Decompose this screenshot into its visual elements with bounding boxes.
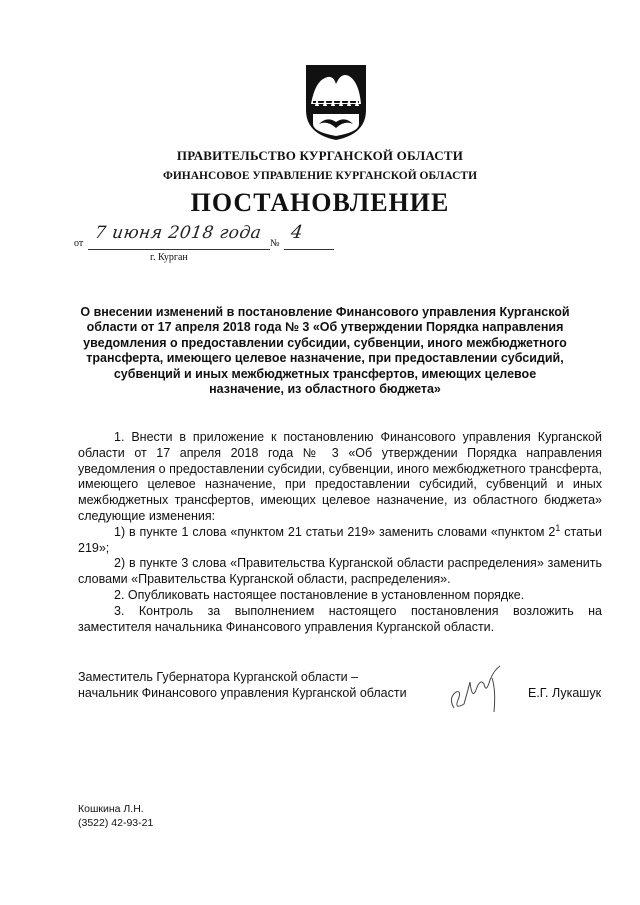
number-handwritten: 4 <box>289 222 304 243</box>
date-prefix: от <box>74 238 84 249</box>
paragraph-2 <box>78 522 602 557</box>
city: г. Курган <box>150 252 188 263</box>
paragraph-1: 1. Внести в приложение к постановлению Финансового управления Курганской области от 17 апреля 2018 года № 3 «Об утверждении Порядка направления уведомления о предоставлении субсидии, субвенции, иного межбюджетного трансферта, имеющего целевое назначение, при предоставлении субсидий, субвенций и иных межбюджетных трансфертов, имеющих целевое назначение, из областного бюджета» следующие изменения: <box>78 430 602 523</box>
paragraph-4: 2. Опубликовать настоящее постановление в установленном порядке. <box>114 587 525 602</box>
document-type: ПОСТАНОВЛЕНИЕ <box>190 188 450 217</box>
signer-name: Е.Г. Лукашук <box>528 686 602 700</box>
org-line-2: ФИНАНСОВОЕ УПРАВЛЕНИЕ КУРГАНСКОЙ ОБЛАСТИ <box>162 170 478 182</box>
paragraph-3: 2) в пункте 3 слова «Правительства Курганской области распределения» заменить словами «Правительства Курганской области, распределения». <box>78 556 602 587</box>
number-prefix: № <box>270 238 280 249</box>
superscript: 1 <box>555 522 561 533</box>
document-body <box>78 430 602 635</box>
handwritten-signature <box>440 660 510 720</box>
org-line-1: ПРАВИТЕЛЬСТВО КУРГАНСКОЙ ОБЛАСТИ <box>176 148 464 163</box>
signer-position-line-2: начальник Финансового управления Курганской области <box>78 686 407 700</box>
document-title: О внесении изменений в постановление Финансового управления Курганской области от 17 апреля 2018 года № 3 «Об утверждении Порядка направления уведомления о предоставлении субсидии, субвенции, иного межбюджетного трансферта, имеющего целевое назначение, при предоставлении субсидий, субвенций и иных межбюджетных трансфертов, имеющих целевое назначение, из областного бюджета» <box>80 305 570 397</box>
executor-name: Кошкина Л.Н. <box>78 803 144 815</box>
paragraph-2-tail: статьи 219»; <box>78 524 602 555</box>
signer-position-line-1: Заместитель Губернатора Курганской области – <box>78 670 359 684</box>
paragraph-5: 3. Контроль за выполнением настоящего постановления возложить на заместителя начальника Финансового управления Курганской области. <box>78 603 602 634</box>
kurgan-coat-of-arms-icon <box>303 62 369 142</box>
number-underline <box>284 249 334 250</box>
executor-phone: (3522) 42-93-21 <box>78 817 154 829</box>
date-handwritten: 7 июня 2018 года <box>93 223 263 243</box>
date-underline <box>88 249 270 250</box>
paragraph-2-text: 1) в пункте 1 слова «пунктом 21 статьи 219» заменить словами «пунктом 2 <box>114 524 556 539</box>
